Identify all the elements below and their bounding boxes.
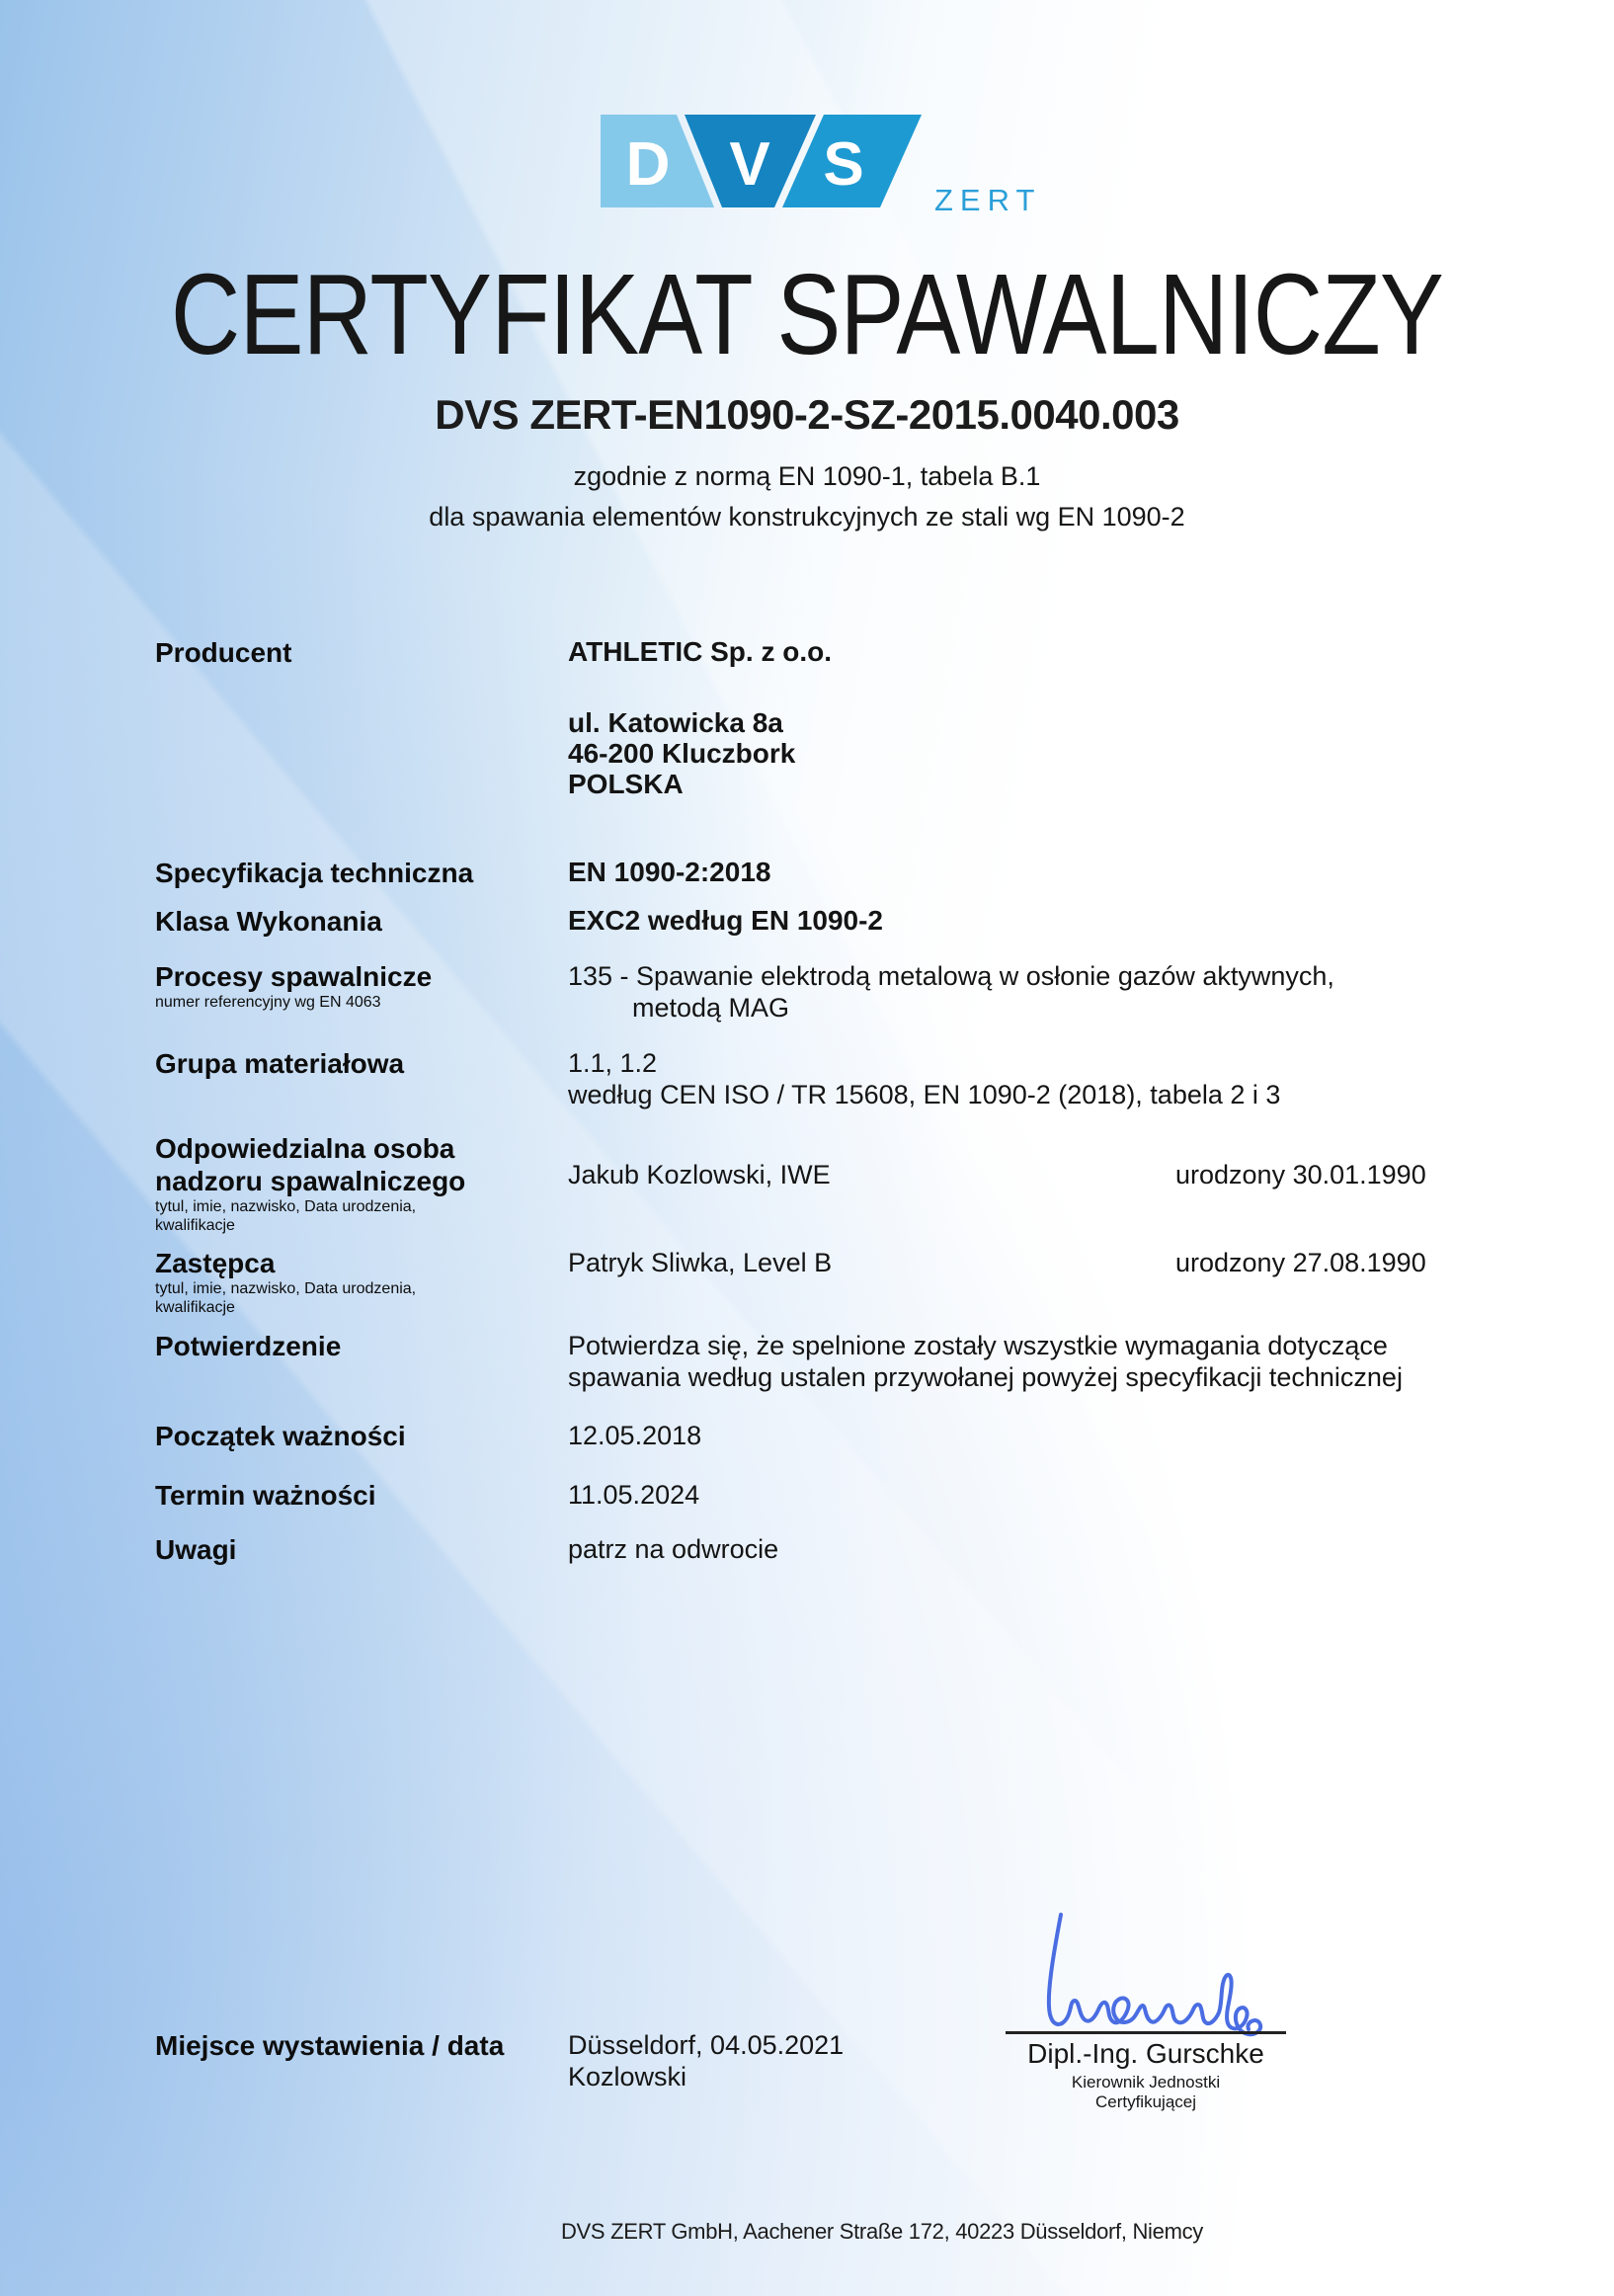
poczatek-value: 12.05.2018 [568,1421,702,1450]
issuer-footer: DVS ZERT GmbH, Aachener Straße 172, 40223 Düsseldorf, Niemcy [560,2219,1204,2244]
osoba-label-line-1: Odpowiedzialna osoba [155,1133,455,1164]
logo-zert-text: ZERT [934,183,1035,217]
subtitle-line-1: zgodnie z normą EN 1090-1, tabela B.1 [573,461,1041,491]
procesy-value [568,960,1334,1024]
dvs-zert-logo [601,115,1035,230]
osoba-label-line-2: nadzoru spawalniczego [155,1166,466,1196]
signature-ink [1000,1899,1332,2043]
zastepca-label [155,1247,416,1317]
procesy-sublabel: numer referencyjny wg EN 4063 [155,994,381,1011]
klasa-value: EXC2 według EN 1090-2 [568,905,884,936]
poczatek-label: Początek ważności [155,1421,406,1451]
signatory-role-line-1: Kierownik Jednostki [1071,2073,1221,2091]
miejsce-value [568,2029,844,2092]
grupa-value [568,1047,1280,1110]
zastepca-label-text: Zastępca [155,1248,276,1278]
signatory-name: Dipl.-Ing. Gurschke [1027,2038,1264,2069]
zastepca-born: urodzony 27.08.1990 [1175,1248,1426,1277]
procesy-value-line-1: 135 - Spawanie elektrodą metalową w osłonie gazów aktywnych, [568,961,1334,991]
signature-line [1006,2031,1286,2034]
grupa-value-line-1: 1.1, 1.2 [568,1048,658,1078]
certificate-number: DVS ZERT-EN1090-2-SZ-2015.0040.003 [435,391,1179,438]
producent-company: ATHLETIC Sp. z o.o. [568,636,833,667]
klasa-label: Klasa Wykonania [155,906,382,937]
signatory-role-line-2: Certyfikującej [1094,2092,1197,2111]
logo-letter-d: D [625,130,671,199]
miejsce-value-line-1: Düsseldorf, 04.05.2021 [568,2030,845,2060]
uwagi-value: patrz na odwrocie [568,1534,779,1564]
zastepca-value: Patryk Sliwka, Level B [568,1248,833,1277]
procesy-value-line-2: metodą MAG [632,993,790,1023]
logo-letter-s: S [823,130,864,199]
procesy-label-text: Procesy spawalnicze [155,961,433,992]
address-line-2: 46-200 Kluczbork [568,738,796,769]
miejsce-label: Miejsce wystawienia / data [155,2030,505,2061]
subtitle-line-2: dla spawania elementów konstrukcyjnych ze stali wg EN 1090-2 [429,502,1185,532]
osoba-born: urodzony 30.01.1990 [1175,1160,1426,1189]
termin-value: 11.05.2024 [568,1480,700,1510]
potwierdzenie-value [568,1330,1403,1393]
potwierdzenie-label: Potwierdzenie [155,1331,342,1361]
zastepca-sublabel-line-2: kwalifikacje [155,1299,235,1316]
certificate-title: CERTYFIKAT SPAWALNICZY [170,250,1444,378]
specyfikacja-value: EN 1090-2:2018 [568,857,771,887]
signature-stroke [1049,1915,1260,2034]
miejsce-value-line-2: Kozlowski [568,2062,687,2091]
termin-label: Termin ważności [155,1480,376,1511]
specyfikacja-label: Specyfikacja techniczna [155,858,474,888]
potwierdzenie-line-2: spawania według ustalen przywołanej powyżej specyfikacji technicznej [568,1362,1403,1392]
grupa-value-line-2: według CEN ISO / TR 15608, EN 1090-2 (2018), tabela 2 i 3 [568,1080,1281,1109]
osoba-label [155,1132,465,1235]
grupa-label: Grupa materiałowa [155,1048,405,1079]
osoba-value: Jakub Kozlowski, IWE [568,1160,831,1189]
producent-label: Producent [155,637,292,668]
logo-letter-v: V [729,130,770,199]
potwierdzenie-line-1: Potwierdza się, że spelnione zostały wszystkie wymagania dotyczące [568,1331,1388,1360]
dvs-zert-logo-graphic [601,115,1035,225]
uwagi-label: Uwagi [155,1534,237,1565]
address-line-3: POLSKA [568,769,684,799]
osoba-sublabel-line-1: tytul, imie, nazwisko, Data urodzenia, [155,1198,417,1215]
osoba-sublabel-line-2: kwalifikacje [155,1217,235,1234]
zastepca-sublabel-line-1: tytul, imie, nazwisko, Data urodzenia, [155,1280,417,1297]
address-line-1: ul. Katowicka 8a [568,707,783,738]
producent-address [568,707,795,799]
signatory-role [991,2073,1301,2112]
procesy-label [155,960,432,1012]
